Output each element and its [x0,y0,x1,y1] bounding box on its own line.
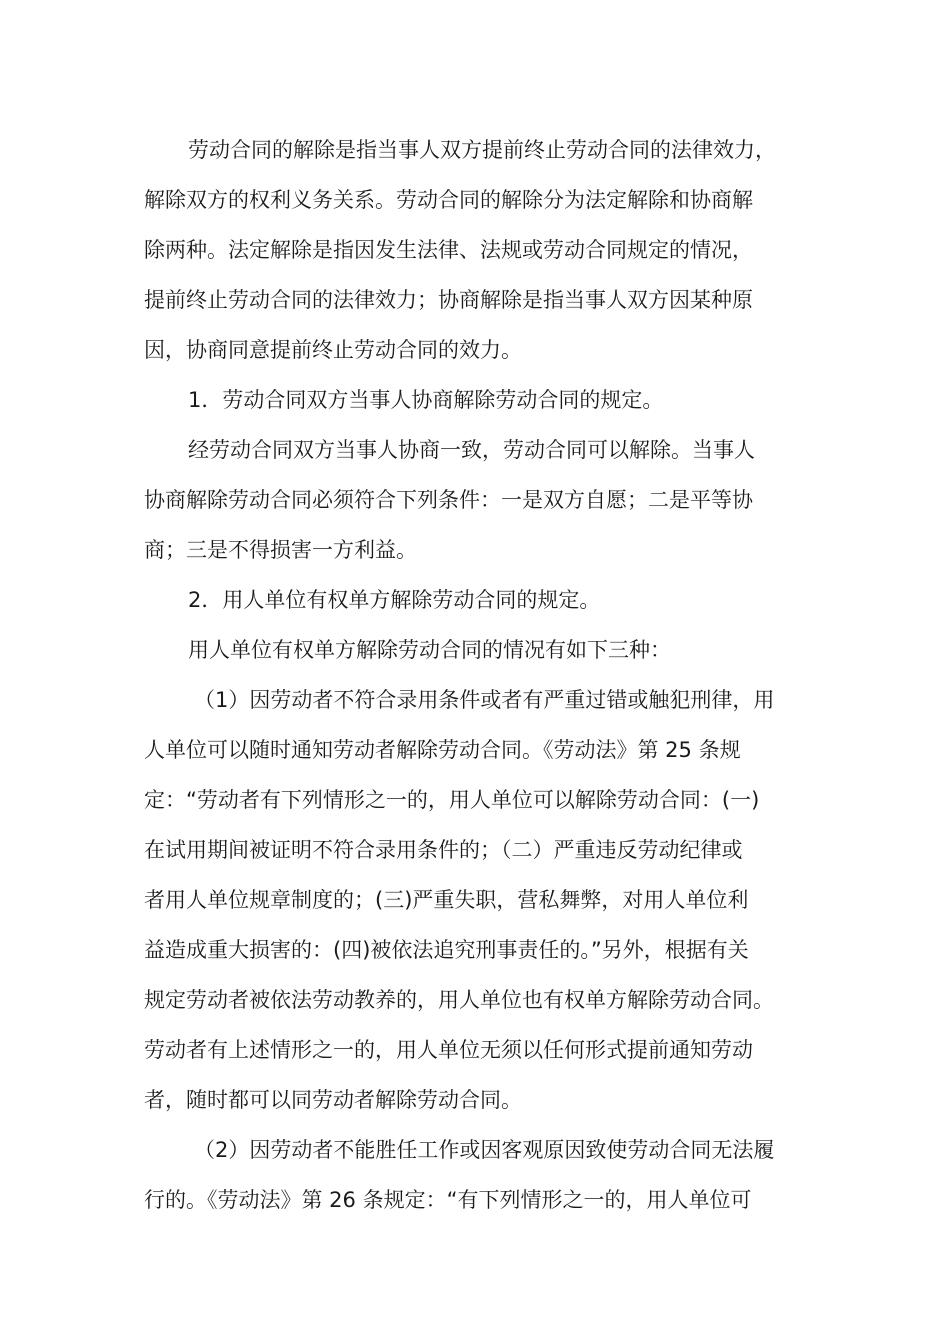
text-line: 者，随时都可以同劳动者解除劳动合同。 [144,1088,522,1112]
text-line: 在试用期间被证明不符合录用条件的；（二）严重违反劳动纪律或 [144,838,743,862]
text-line: 提前终止劳动合同的法律效力；协商解除是指当事人双方因某种原 [144,288,753,312]
text-line: 解除双方的权利义务关系。劳动合同的解除分为法定解除和协商解 [144,188,753,212]
text-line: （1）因劳动者不符合录用条件或者有严重过错或触犯刑律，用 [194,688,775,712]
text-line: 除两种。法定解除是指因发生法律、法规或劳动合同规定的情况， [144,238,753,262]
text-line: 者用人单位规章制度的；(三)严重失职，营私舞弊，对用人单位利 [144,888,749,912]
text-line: 用人单位有权单方解除劳动合同的情况有如下三种： [188,638,671,662]
text-line: 2．用人单位有权单方解除劳动合同的规定。 [188,588,601,612]
text-line: 因，协商同意提前终止劳动合同的效力。 [144,338,522,362]
text-line: 行的。《劳动法》第 26 条规定：“有下列情形之一的，用人单位可 [144,1188,752,1212]
text-line: 1．劳动合同双方当事人协商解除劳动合同的规定。 [188,388,664,412]
text-line: （2）因劳动者不能胜任工作或因客观原因致使劳动合同无法履 [194,1138,775,1162]
text-line: 规定劳动者被依法劳动教养的，用人单位也有权单方解除劳动合同。 [144,988,774,1012]
text-line: 协商解除劳动合同必须符合下列条件：一是双方自愿；二是平等协 [144,488,753,512]
text-line: 经劳动合同双方当事人协商一致，劳动合同可以解除。当事人 [188,438,755,462]
text-line: 定：“劳动者有下列情形之一的，用人单位可以解除劳动合同：(一) [144,788,760,812]
document-body [144,125,834,1225]
text-line: 劳动者有上述情形之一的，用人单位无须以任何形式提前通知劳动 [144,1038,753,1062]
text-line: 劳动合同的解除是指当事人双方提前终止劳动合同的法律效力， [188,138,776,162]
text-line: 益造成重大损害的：(四)被依法追究刑事责任的。”另外，根据有关 [144,938,749,962]
text-line: 商；三是不得损害一方利益。 [144,538,417,562]
text-line: 人单位可以随时通知劳动者解除劳动合同。《劳动法》第 25 条规 [144,738,741,762]
